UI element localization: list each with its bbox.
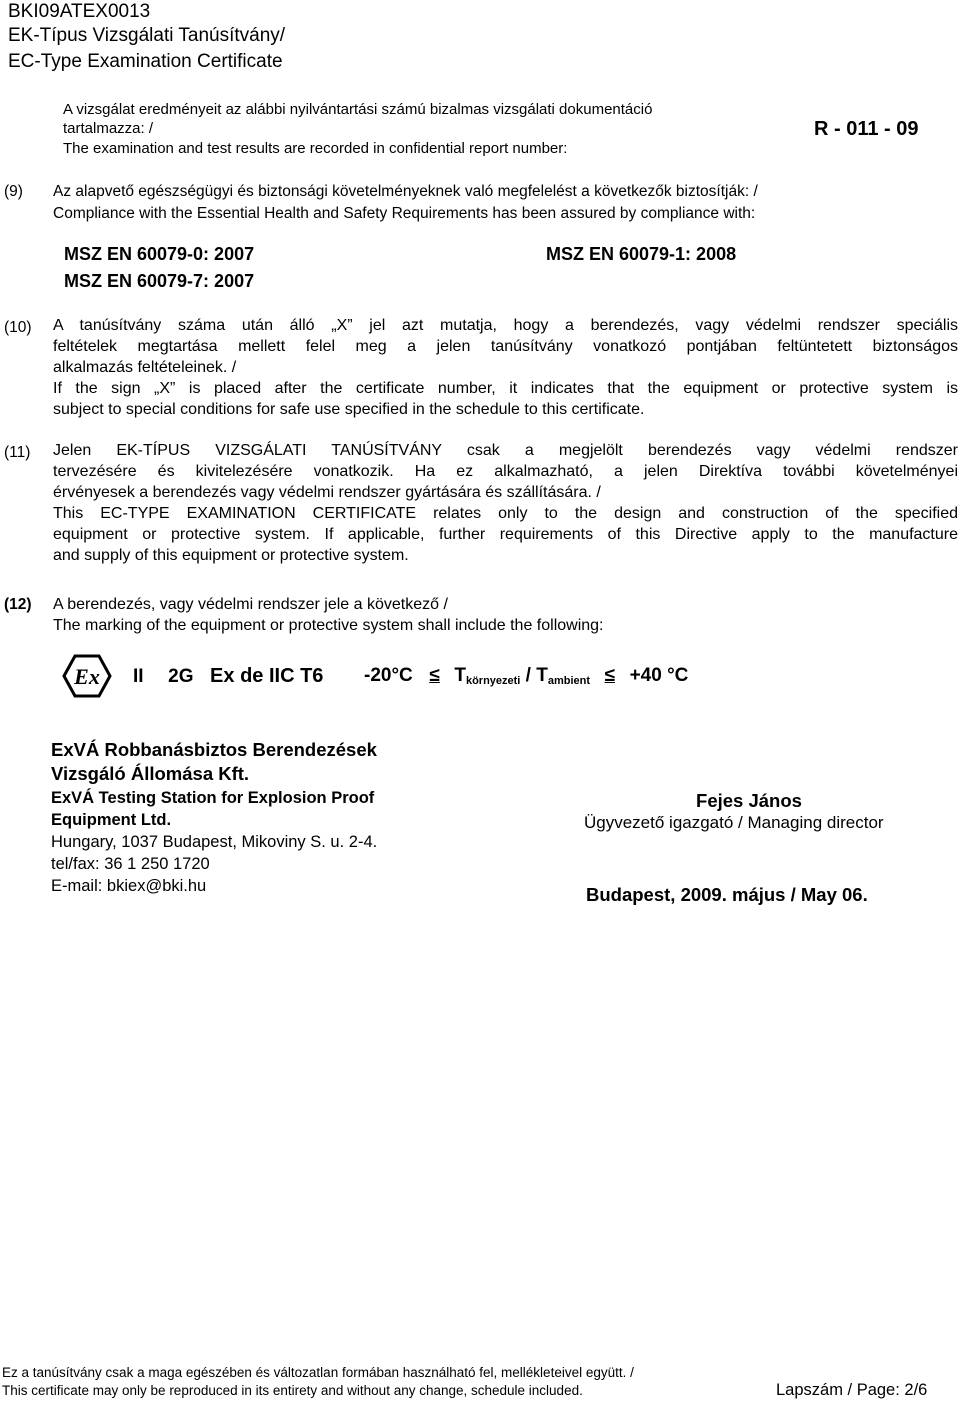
protection-type: Ex de IIC T6 <box>210 665 324 687</box>
section-11-line-6: and supply of this equipment or protective system. <box>53 547 409 564</box>
section-11-line-5: equipment or protective system. If applicable, further requirements of this Directive apply to the manufacture <box>53 526 958 543</box>
section-10-line-5: subject to special conditions for safe use specified in the schedule to this certificate. <box>53 401 645 418</box>
section-10-line-2: feltételek megtartása mellett felel meg a jelen tanúsítvány vonatkozó pontjában feltüntetett biztonságos <box>53 338 958 355</box>
report-line-2: tartalmazza: / <box>63 120 154 137</box>
section-10-line-1: A tanúsítvány száma után álló „X” jel azt mutatja, hogy a berendezés, vagy védelmi rendszer speciális <box>53 317 958 334</box>
signatory-name: Fejes János <box>696 790 802 811</box>
page-number: Lapszám / Page: 2/6 <box>776 1381 928 1399</box>
section-10-number: (10) <box>4 319 32 336</box>
standard-60079-1: MSZ EN 60079-1: 2008 <box>546 244 737 264</box>
issuer-name-1: ExVÁ Robbanásbiztos Berendezések <box>51 739 377 760</box>
section-10-line-3: alkalmazás feltételeinek. / <box>53 359 237 376</box>
report-number: R - 011 - 09 <box>814 118 919 140</box>
section-9-number: (9) <box>4 183 23 200</box>
ambient-temperature-range <box>364 665 688 687</box>
section-10-line-4: If the sign „X” is placed after the certificate number, it indicates that the equipment or protective system is <box>53 380 958 397</box>
standard-60079-7: MSZ EN 60079-7: 2007 <box>64 271 255 291</box>
temp-sub-hu: környezeti <box>465 675 521 687</box>
signatory-title: Ügyvezető igazgató / Managing director <box>584 813 884 832</box>
issuer-email: E-mail: bkiex@bki.hu <box>51 877 207 895</box>
certificate-number: BKI09ATEX0013 <box>8 1 151 22</box>
temp-T-1: T <box>454 665 466 686</box>
section-11-line-2: tervezésére és kivitelezésére vonatkozik. Ha ez alkalmazható, a jelen Direktíva további követelményei <box>53 463 958 480</box>
footer-line-2: This certificate may only be reproduced in its entirety and without any change, schedule included. <box>2 1383 583 1398</box>
issuer-telfax: tel/fax: 36 1 250 1720 <box>51 855 210 873</box>
temp-low: -20°C <box>364 665 413 686</box>
section-9-line-1: Az alapvető egészségügyi és biztonsági követelményeknek való megfelelést a következők biztosítják: / <box>53 183 758 200</box>
place-date: Budapest, 2009. május / May 06. <box>586 884 868 905</box>
issuer-address: Hungary, 1037 Budapest, Mikoviny S. u. 2-4. <box>51 833 378 851</box>
footer-line-1: Ez a tanúsítvány csak a maga egészében és változatlan formában használható fel, mellékleteivel együtt. / <box>2 1365 634 1380</box>
temp-sub-en: ambient <box>547 675 591 687</box>
temp-slash: / <box>525 665 531 686</box>
le-symbol-2: ≤ <box>604 665 616 686</box>
marking-line <box>133 665 323 688</box>
title-english: EC-Type Examination Certificate <box>8 51 283 72</box>
section-12-line-2: The marking of the equipment or protective system shall include the following: <box>53 617 604 634</box>
section-11-number: (11) <box>4 444 31 461</box>
section-11-line-3: érvényesek a berendezés vagy védelmi rendszer gyártására és szállítására. / <box>53 484 601 501</box>
ex-symbol-text: Ex <box>74 664 100 689</box>
ex-hexagon-icon <box>62 654 112 698</box>
standard-60079-0: MSZ EN 60079-0: 2007 <box>64 244 255 264</box>
temp-T-2: T <box>536 665 548 686</box>
section-12-line-1: A berendezés, vagy védelmi rendszer jele a következő / <box>53 596 448 613</box>
section-11-line-1: Jelen EK-TÍPUS VIZSGÁLATI TANÚSÍTVÁNY csak a megjelölt berendezés vagy védelmi rendszer <box>53 442 958 459</box>
section-12-number: (12) <box>4 596 32 613</box>
report-line-3: The examination and test results are recorded in confidential report number: <box>63 140 568 157</box>
equipment-category: 2G <box>168 666 194 687</box>
temp-high: +40 °C <box>629 665 689 686</box>
le-symbol: ≤ <box>429 665 440 686</box>
title-hungarian: EK-Típus Vizsgálati Tanúsítvány/ <box>8 25 286 46</box>
equipment-group: II <box>133 666 144 687</box>
section-11-line-4: This EC-TYPE EXAMINATION CERTIFICATE relates only to the design and construction of the specified <box>53 505 958 522</box>
issuer-name-2: Vizsgáló Állomása Kft. <box>51 763 250 784</box>
issuer-name-en-2: Equipment Ltd. <box>51 811 172 829</box>
issuer-name-en-1: ExVÁ Testing Station for Explosion Proof <box>51 789 375 807</box>
report-line-1: A vizsgálat eredményeit az alábbi nyilvántartási számú bizalmas vizsgálati dokumentáció <box>63 101 653 118</box>
section-9-line-2: Compliance with the Essential Health and Safety Requirements has been assured by compliance with: <box>53 205 756 222</box>
